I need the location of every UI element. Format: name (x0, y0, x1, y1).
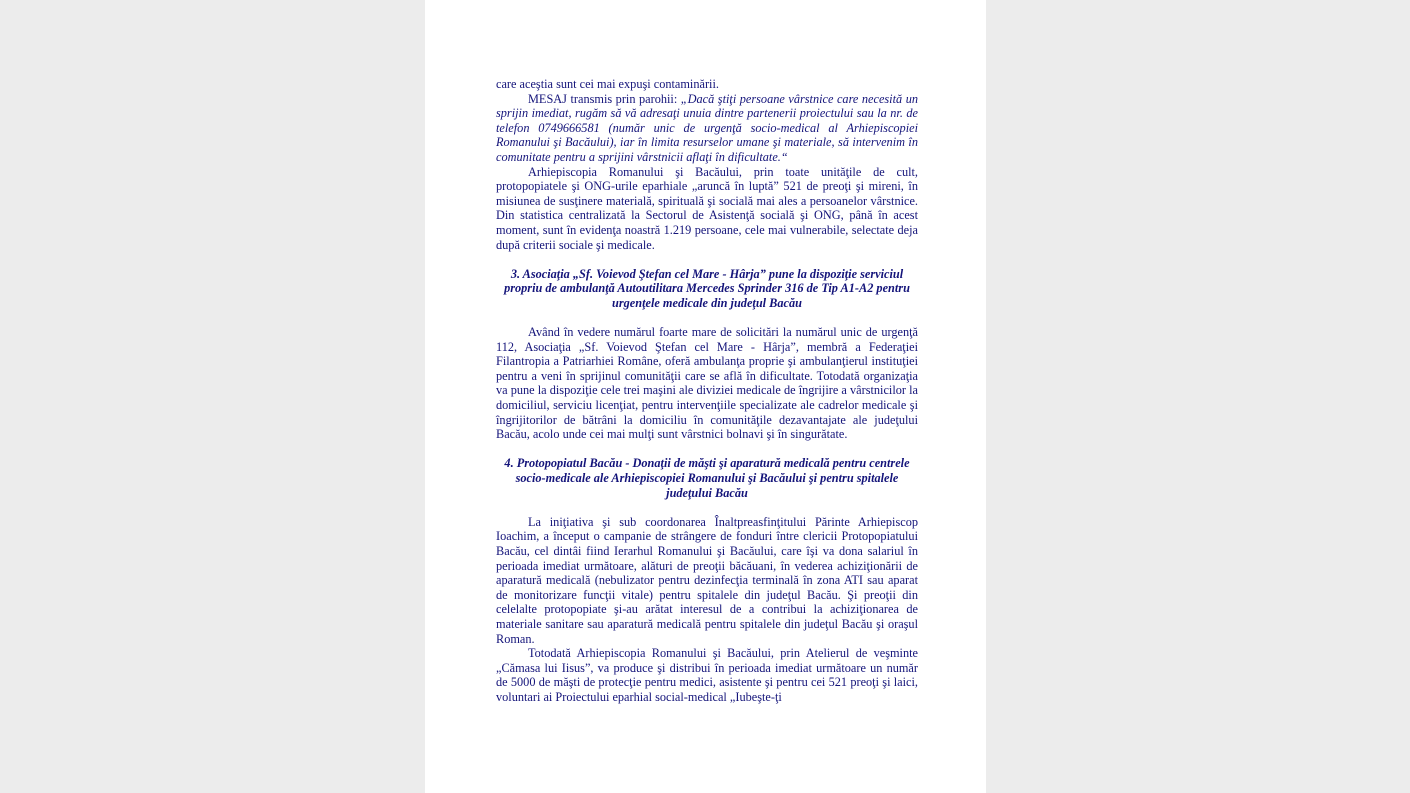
paragraph: La iniţiativa şi sub coordonarea Înaltpreasfinţitului Părinte Arhiepiscop Ioachim, a început o campanie de strângere de fonduri între clericii Protopopiatului Bacău, cel dintâi fiind Ierarhul Romanului şi Bacăului, care îşi va dona salariul în perioada imediat următoare, alături de preoţii băcăuani, în vederea achiziţionării de aparatură medicală (nebulizator pentru dezinfecţia terminală în zona ATI sau aparat de monitorizare funcţii vitale) pentru spitalele din judeţul Bacău. Şi preoţii din celelalte protopopiate şi-au arătat interesul de a contribui la achiziţionarea de materiale sanitare sau aparatură medicală pentru spitalele din judeţul Bacău şi oraşul Roman. (496, 514, 918, 646)
paragraph: care aceştia sunt cei mai expuşi contaminării. (496, 77, 719, 91)
paragraph-message (496, 92, 918, 165)
message-quote: „Dacă ştiţi persoane vârstnice care necesită un sprijin imediat, rugăm să vă adresaţi unuia dintre partenerii proiectului sau la nr. de telefon 0749666581 (număr unic de urgenţă socio-medical al Arhiepiscopiei Romanului şi Bacăului), iar în limita resurselor umane şi materiale, să intervenim în comunitate pentru a sprijini vârstnicii aflaţi în dificultate.“ (496, 91, 918, 164)
spacer (496, 500, 918, 515)
message-lead: MESAJ transmis prin parohii: (528, 91, 681, 106)
paragraph: Având în vedere numărul foarte mare de solicitări la numărul unic de urgenţă 112, Asociaţia „Sf. Voievod Ştefan cel Mare - Hârja”, membră a Federaţiei Filantropia a Patriarhiei Române, oferă ambulanţa proprie şi ambulanţierul instituţiei pentru a veni în sprijinul comunităţii care se află în dificultate. Totodată organizaţia va pune la dispoziţie cele trei maşini ale diviziei medicale de îngrijire a vârstnicilor la domiciliul, serviciu licenţiat, pentru intervenţiile specializate ale cadrelor medicale şi îngrijitorilor de bătrâni la domiciliu în comunităţile dezavantajate ale judeţului Bacău, acolo unde cei mai mulţi sunt vârstnici bolnavi şi în singurătate. (496, 325, 918, 442)
spacer (496, 252, 918, 267)
spacer (496, 442, 918, 457)
document-page (425, 0, 986, 793)
spacer (496, 311, 918, 326)
paragraph: Totodată Arhiepiscopia Romanului şi Bacăului, prin Atelierul de veşminte „Cămasa lui Iisus”, va produce şi distribui în perioada imediat următoare un număr de 5000 de măşti de protecţie pentru medici, asistente şi pentru cei 521 preoţi şi laici, voluntari ai Proiectului eparhial social-medical „Iubeşte-ţi (496, 646, 918, 704)
section-heading-4: 4. Protopopiatul Bacău - Donaţii de măşti şi aparatură medicală pentru centrele socio-medicale ale Arhiepiscopiei Romanului şi Bacăului şi pentru spitalele judeţului Bacău (504, 456, 910, 500)
page-content (496, 77, 918, 705)
section-heading-3: 3. Asociaţia „Sf. Voievod Ştefan cel Mare - Hârja” pune la dispoziţie serviciul propriu de ambulanţă Autoutilitara Mercedes Sprinder 316 de Tip A1-A2 pentru urgenţele medicale din judeţul Bacău (504, 266, 910, 310)
paragraph: Arhiepiscopia Romanului şi Bacăului, prin toate unităţile de cult, protopopiatele şi ONG-urile eparhiale „aruncă în luptă” 521 de preoţi şi mireni, în misiunea de susţinere materială, spirituală şi socială mai ales a persoanelor vârstnice. Din statistica centralizată la Sectorul de Asistenţă socială şi ONG, până în acest moment, sunt în evidenţa noastră 1.219 persoane, cele mai vulnerabile, selectate deja după criterii sociale şi medicale. (496, 164, 918, 252)
